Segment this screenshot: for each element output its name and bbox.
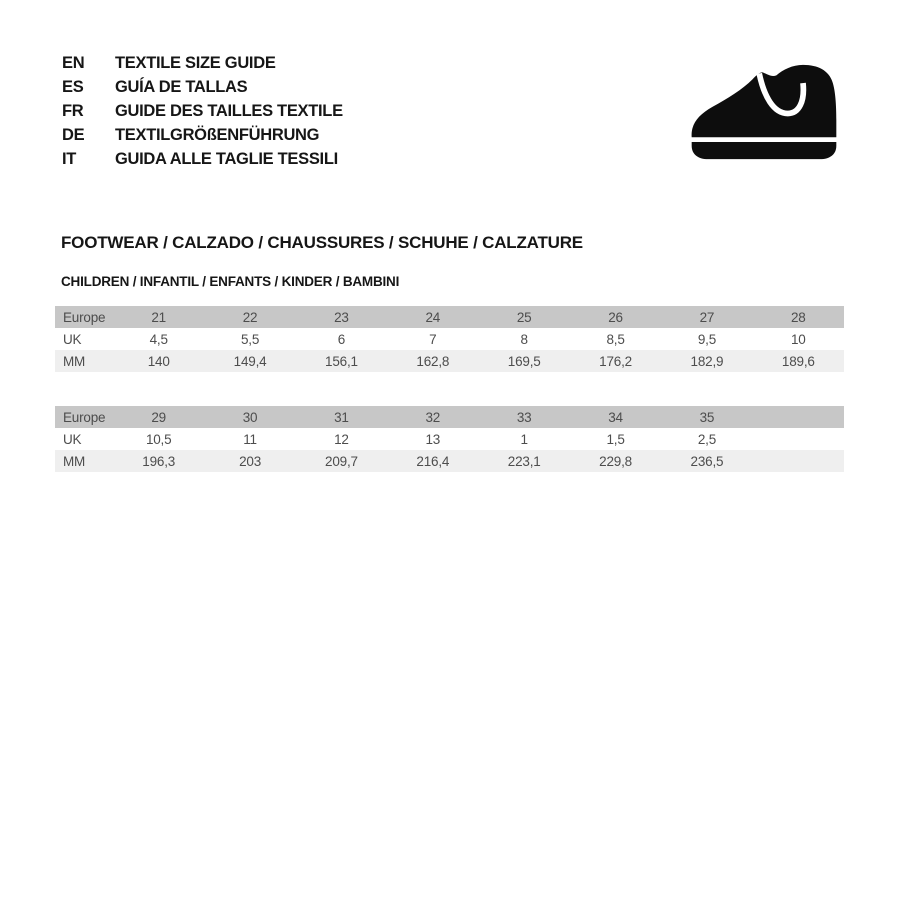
size-cell: 203	[239, 453, 262, 469]
size-cell: 8,5	[606, 331, 625, 347]
size-cell: 216,4	[416, 453, 450, 469]
size-row-europe	[55, 406, 844, 428]
size-cell: 11	[243, 431, 257, 447]
size-cell: 27	[699, 309, 715, 325]
size-cell: 229,8	[599, 453, 632, 469]
lang-code: IT	[62, 149, 77, 168]
lang-label: TEXTILE SIZE GUIDE	[115, 53, 276, 72]
size-cell: 34	[608, 409, 623, 425]
size-row-mm	[55, 450, 844, 472]
children-shoe-icon	[683, 44, 845, 162]
row-label: Europe	[63, 309, 106, 325]
size-cell: 1,5	[606, 431, 625, 447]
lang-label: TEXTILGRÖßENFÜHRUNG	[115, 125, 320, 144]
size-cell: 176,2	[599, 353, 632, 369]
size-cell: 156,1	[325, 353, 358, 369]
size-cell: 12	[334, 431, 349, 447]
row-label: MM	[63, 453, 86, 469]
size-cell: 4,5	[149, 331, 168, 347]
size-cell: 29	[151, 409, 166, 425]
row-label: MM	[63, 353, 86, 369]
size-cell: 140	[147, 353, 170, 369]
size-cell: 10	[791, 331, 806, 347]
size-cell: 182,9	[690, 353, 724, 369]
size-cell: 13	[425, 431, 441, 447]
size-cell: 189,6	[781, 353, 815, 369]
size-cell: 236,5	[690, 453, 724, 469]
lang-label: GUIDA ALLE TAGLIE TESSILI	[115, 149, 338, 168]
size-cell: 1	[520, 431, 528, 447]
size-cell: 33	[516, 409, 532, 425]
size-cell: 196,3	[142, 453, 176, 469]
size-cell	[753, 428, 844, 450]
size-cell	[753, 406, 844, 428]
size-cell: 7	[429, 331, 437, 347]
size-cell: 30	[242, 409, 258, 425]
size-cell: 169,5	[507, 353, 541, 369]
size-cell: 28	[791, 309, 806, 325]
size-cell: 8	[520, 331, 528, 347]
size-cell: 9,5	[697, 331, 717, 347]
lang-code: DE	[62, 125, 85, 144]
size-table-1	[55, 306, 844, 372]
lang-row-fr	[62, 99, 343, 123]
size-cell: 6	[337, 331, 346, 347]
lang-code: EN	[62, 53, 85, 72]
size-cell: 25	[516, 309, 532, 325]
size-cell: 21	[151, 309, 166, 325]
lang-row-es	[62, 75, 343, 99]
lang-label: GUIDE DES TAILLES TEXTILE	[115, 101, 343, 120]
lang-row-it	[62, 147, 343, 171]
size-cell: 24	[425, 309, 441, 325]
size-cell: 31	[334, 409, 349, 425]
size-cell: 162,8	[416, 353, 450, 369]
lang-code: ES	[62, 77, 84, 96]
section-subtitle: CHILDREN / INFANTIL / ENFANTS / KINDER / BAMBINI	[61, 274, 400, 289]
size-cell: 149,4	[233, 353, 267, 369]
lang-row-de	[62, 123, 343, 147]
size-cell: 209,7	[325, 453, 358, 469]
size-row-uk	[55, 328, 844, 350]
size-cell	[753, 450, 844, 472]
lang-row-en	[62, 51, 343, 75]
size-row-europe	[55, 306, 844, 328]
lang-code: FR	[62, 101, 84, 120]
size-row-uk	[55, 428, 844, 450]
size-cell: 35	[699, 409, 715, 425]
size-cell: 223,1	[507, 453, 541, 469]
size-cell: 26	[608, 309, 623, 325]
size-row-mm	[55, 350, 844, 372]
section-title: FOOTWEAR / CALZADO / CHAUSSURES / SCHUHE / CALZATURE	[61, 233, 583, 252]
size-cell: 5,5	[240, 331, 260, 347]
language-title-list	[62, 51, 343, 171]
row-label: Europe	[63, 409, 106, 425]
row-label: UK	[63, 331, 82, 347]
size-cell: 10,5	[145, 431, 172, 447]
size-cell: 2,5	[697, 431, 717, 447]
lang-label: GUÍA DE TALLAS	[115, 77, 248, 96]
size-cell: 23	[334, 309, 349, 325]
row-label: UK	[63, 431, 82, 447]
size-cell: 32	[425, 409, 441, 425]
size-cell: 22	[242, 309, 258, 325]
size-table-2	[55, 406, 844, 472]
